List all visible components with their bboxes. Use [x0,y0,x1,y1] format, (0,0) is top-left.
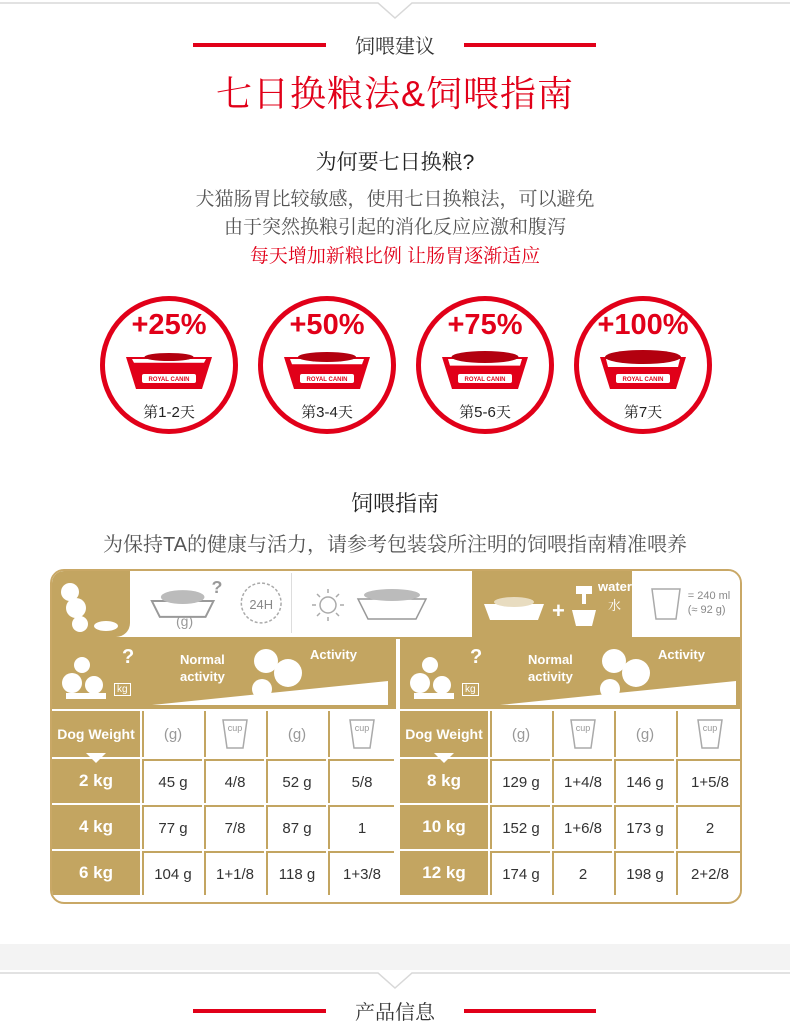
svg-text:ROYAL CANIN: ROYAL CANIN [306,377,348,383]
feeding-value-cell: 152 g [490,805,550,849]
svg-text:cup: cup [354,723,370,733]
cup-col-header [552,711,612,757]
down-arrow-icon [434,753,454,765]
step-percent: +25% [131,309,207,341]
guide-subtitle: 为保持TA的健康与活力，请参考包装袋所注明的饲喂指南精准喂养 [102,534,688,556]
guide-title: 饲喂指南 [350,491,439,516]
grams-label: (g) [176,613,194,629]
cup-col-header [676,711,742,757]
heading-right-rule [464,1009,596,1013]
dog-weight-header: Dog Weight [52,711,140,757]
feeding-value-cell: 4/8 [204,759,264,803]
section-top-notch [0,0,790,22]
grams-col-header: (g) [614,711,674,757]
grams-col-header: (g) [266,711,326,757]
svg-text:ROYAL CANIN: ROYAL CANIN [622,377,664,383]
step-day: 第1-2天 [143,404,195,421]
svg-text:ROYAL CANIN: ROYAL CANIN [464,377,506,383]
down-arrow-icon [86,753,106,765]
feeding-value-cell: 1+5/8 [676,759,742,803]
dog-weight-cell: 4 kg [52,805,140,849]
cup-measure-icon [636,573,740,633]
grams-col-header: (g) [490,711,550,757]
svg-text:?: ? [122,646,135,668]
normal-activity-label: Normal activity [180,652,225,684]
step-circle [258,296,396,434]
feeding-table [50,569,742,904]
feeding-value-cell: 1+1/8 [204,851,264,895]
feeding-value-cell: 129 g [490,759,550,803]
svg-text:cup: cup [575,723,591,733]
feeding-value-cell: 2 [552,851,612,895]
activity-header [400,639,742,709]
svg-text:24H: 24H [249,596,274,612]
feeding-value-cell: 104 g [142,851,202,895]
dog-weight-header: Dog Weight [400,711,488,757]
step-circle [416,296,554,434]
step-circle [100,296,238,434]
step-day: 第3-4天 [301,404,353,421]
page-title: 七日换粮法&饲喂指南 [215,73,574,114]
feeding-value-cell: 173 g [614,805,674,849]
section-heading-text: 产品信息 [355,1002,435,1024]
cup-col-header [204,711,264,757]
activity-header [52,639,396,709]
dog-weight-cell: 8 kg [400,759,488,803]
svg-text:?: ? [211,577,223,598]
food-bowl-icon [596,345,690,395]
dog-weight-cell: 6 kg [52,851,140,895]
weight-tag: kg [114,683,131,696]
step-percent: +100% [597,309,689,341]
svg-text:ROYAL CANIN: ROYAL CANIN [148,377,190,383]
dog-weight-cell: 2 kg [52,759,140,803]
cup-col-header [328,711,394,757]
water-mix-icon [472,571,632,637]
section-heading-product [0,996,790,1026]
feeding-value-cell: 198 g [614,851,674,895]
weight-tag: kg [462,683,479,696]
gray-divider [0,944,790,970]
feeding-value-cell: 174 g [490,851,550,895]
feeding-value-cell: 146 g [614,759,674,803]
section-heading-text: 饲喂建议 [355,36,435,58]
step-circle [574,296,712,434]
day-night-split-icon [298,573,468,633]
feeding-value-cell: 2+2/8 [676,851,742,895]
cup-eq-1: = 240 ml [687,590,731,602]
step-percent: +50% [289,309,365,341]
svg-text:cup: cup [702,723,718,733]
feeding-value-cell: 52 g [266,759,326,803]
normal-activity-label: Normal activity [528,652,573,684]
svg-text:+: + [552,598,565,623]
water-label-en: water [598,579,632,594]
feeding-value-cell: 1+3/8 [328,851,394,895]
svg-text:?: ? [470,646,483,668]
poodle-icon-box [52,571,130,637]
step-percent: +75% [447,309,523,341]
food-bowl-icon [280,345,374,395]
feeding-value-cell: 7/8 [204,805,264,849]
activity-label: Activity [310,647,357,662]
activity-label: Activity [658,647,705,662]
water-label-cn: 水 [608,598,622,613]
step-day: 第7天 [623,404,663,421]
feeding-value-cell: 1 [328,805,394,849]
cup-eq-2: (≈ 92 g) [687,604,726,616]
section-heading-feeding [0,30,790,60]
dog-weight-cell: 12 kg [400,851,488,895]
icon-legend-row [52,571,742,637]
feeding-value-cell: 118 g [266,851,326,895]
daily-grams-icon [132,573,292,633]
why-line-1: 犬猫肠胃比较敏感，使用七日换粮法，可以避免 [195,189,595,210]
feeding-value-cell: 45 g [142,759,202,803]
feeding-value-cell: 2 [676,805,742,849]
dog-weight-cell: 10 kg [400,805,488,849]
feeding-value-cell: 1+4/8 [552,759,612,803]
food-bowl-icon [122,345,216,395]
feeding-value-cell: 5/8 [328,759,394,803]
svg-text:cup: cup [227,723,243,733]
why-line-2: 由于突然换粮引起的消化反应应激和腹泻 [223,217,566,238]
step-day: 第5-6天 [459,404,511,421]
feeding-value-cell: 77 g [142,805,202,849]
feeding-value-cell: 1+6/8 [552,805,612,849]
why-highlight: 每天增加新粮比例 让肠胃逐渐适应 [249,246,541,267]
why-question: 为何要七日换粮? [315,151,475,174]
heading-right-rule [464,43,596,47]
food-bowl-icon [438,345,532,395]
grams-col-header: (g) [142,711,202,757]
feeding-value-cell: 87 g [266,805,326,849]
section-top-notch-2 [0,970,790,992]
poodle-bowl-icon [54,574,128,634]
